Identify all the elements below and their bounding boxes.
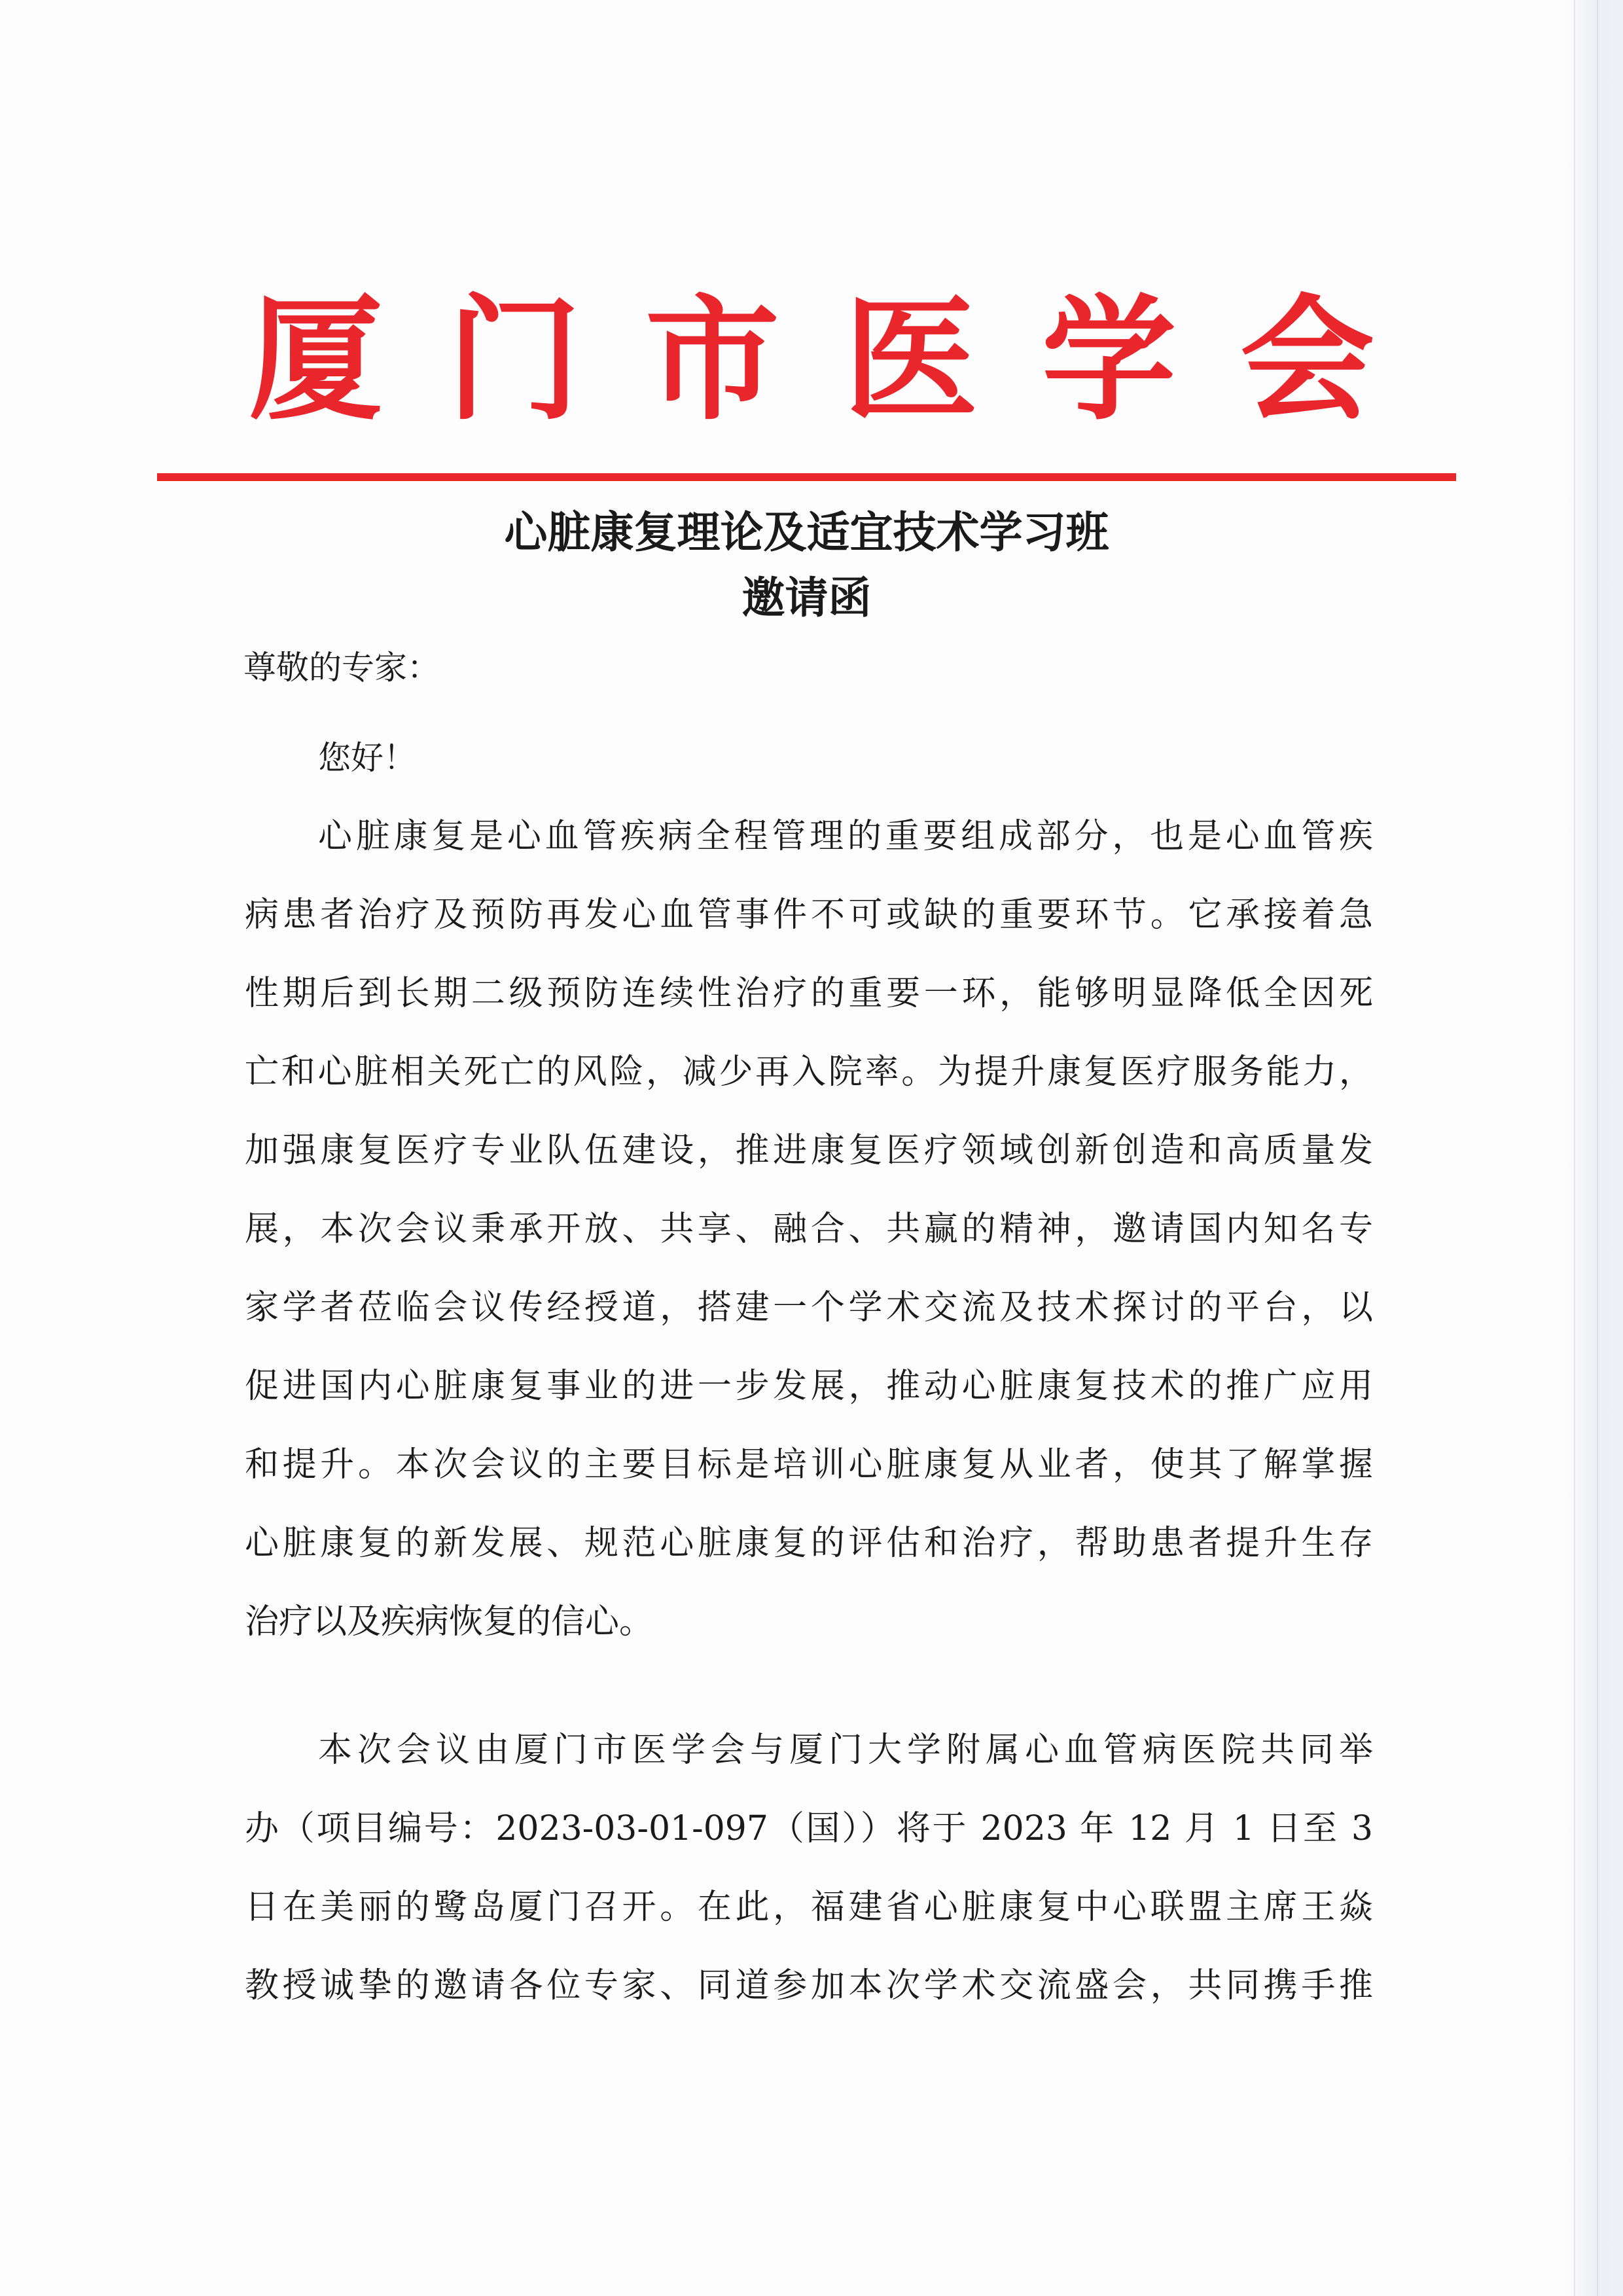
body-line: 家学者莅临会议传经授道，搭建一个学术交流及技术探讨的平台，以 bbox=[245, 1288, 1373, 1327]
body-line: 办（项目编号：2023-03-01-097（国））将于 2023 年 12 月 1 日至 3 bbox=[245, 1809, 1373, 1848]
body-line: 治疗以及疾病恢复的信心。 bbox=[245, 1602, 654, 1641]
document-title: 心脏康复理论及适宜技术学习班 bbox=[504, 507, 1109, 558]
body-line: 加强康复医疗专业队伍建设，推进康复医疗领域创新创造和高质量发 bbox=[245, 1131, 1373, 1170]
body-line: 教授诚挚的邀请各位专家、同道参加本次学术交流盛会，共同携手推 bbox=[245, 1966, 1373, 2005]
body-line: 病患者治疗及预防再发心血管事件不可或缺的重要环节。它承接着急 bbox=[245, 895, 1373, 935]
letterhead-red-rule bbox=[157, 473, 1456, 481]
body-line: 和提升。本次会议的主要目标是培训心脏康复从业者，使其了解掌握 bbox=[245, 1445, 1373, 1484]
greeting: 您好！ bbox=[318, 739, 416, 777]
letterhead-char: 会 bbox=[1240, 281, 1374, 439]
scan-edge-line bbox=[1597, 0, 1598, 2296]
body-line: 日在美丽的鹭岛厦门召开。在此，福建省心脏康复中心联盟主席王焱 bbox=[245, 1888, 1373, 1927]
scan-edge-shadow bbox=[1564, 0, 1623, 2296]
letterhead-char: 门 bbox=[447, 281, 581, 439]
letterhead-char: 医 bbox=[844, 281, 978, 439]
body-line: 心脏康复是心血管疾病全程管理的重要组成部分，也是心血管疾 bbox=[318, 817, 1373, 856]
salutation: 尊敬的专家： bbox=[243, 649, 440, 687]
body-line: 促进国内心脏康复事业的进一步发展，推动心脏康复技术的推广应用 bbox=[245, 1367, 1373, 1406]
body-line: 本次会议由厦门市医学会与厦门大学附属心血管病医院共同举 bbox=[318, 1731, 1373, 1770]
letterhead-org-name bbox=[249, 281, 1374, 439]
document-subtitle: 邀请函 bbox=[741, 572, 872, 623]
letterhead-char: 市 bbox=[645, 281, 779, 439]
body-line: 亡和心脏相关死亡的风险，减少再入院率。为提升康复医疗服务能力， bbox=[245, 1052, 1373, 1092]
body-line: 展，本次会议秉承开放、共享、融合、共赢的精神，邀请国内知名专 bbox=[245, 1210, 1373, 1249]
letterhead-char: 学 bbox=[1042, 281, 1176, 439]
scan-edge-line bbox=[1574, 0, 1575, 2296]
body-line: 心脏康复的新发展、规范心脏康复的评估和治疗，帮助患者提升生存 bbox=[245, 1524, 1373, 1563]
letterhead-char: 厦 bbox=[249, 281, 383, 439]
body-line: 性期后到长期二级预防连续性治疗的重要一环，能够明显降低全因死 bbox=[245, 974, 1373, 1013]
